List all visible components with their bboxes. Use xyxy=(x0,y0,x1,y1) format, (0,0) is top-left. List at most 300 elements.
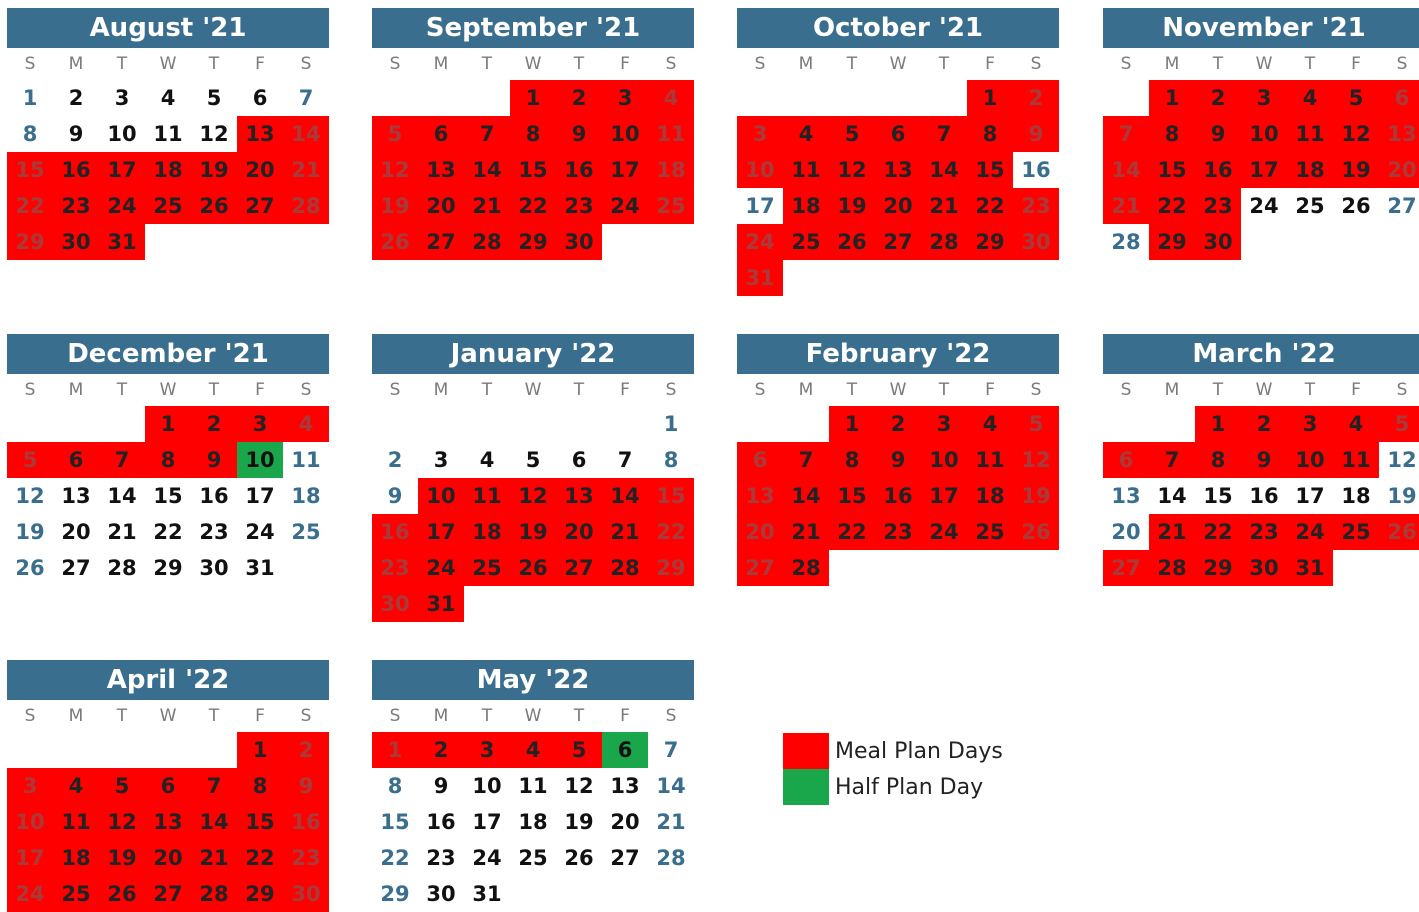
legend-item-meal xyxy=(783,733,1003,769)
month-title: May '22 xyxy=(372,660,694,700)
day-cell: 22 xyxy=(510,188,556,224)
week-row xyxy=(7,804,329,840)
day-cell: 8 xyxy=(145,442,191,478)
day-cell: 3 xyxy=(602,80,648,116)
day-cell: 11 xyxy=(967,442,1013,478)
day-cell: 1 xyxy=(372,732,418,768)
legend-label-half: Half Plan Day xyxy=(835,774,984,800)
day-cell: 21 xyxy=(283,152,329,188)
day-cell: 12 xyxy=(1013,442,1059,478)
empty-cell xyxy=(737,406,783,442)
day-cell: 10 xyxy=(1241,116,1287,152)
day-cell: 17 xyxy=(99,152,145,188)
day-cell: 5 xyxy=(829,116,875,152)
day-cell: 7 xyxy=(663,738,679,762)
day-cell: 23 xyxy=(556,188,602,224)
day-cell: 28 xyxy=(283,188,329,224)
day-cell: 4 xyxy=(783,116,829,152)
weekday-label: S xyxy=(1030,380,1042,400)
day-cell: 14 xyxy=(656,774,686,798)
weekday-label: T xyxy=(481,380,493,400)
day-cell: 5 xyxy=(1379,406,1419,442)
weekday-label: F xyxy=(1351,54,1361,74)
empty-cell xyxy=(464,406,510,442)
day-cell: 30 xyxy=(199,556,229,580)
week-row xyxy=(7,116,329,152)
day-cell: 13 xyxy=(610,774,640,798)
week-row xyxy=(1103,224,1419,260)
month-calendar xyxy=(737,334,1059,586)
day-cell: 23 xyxy=(1013,188,1059,224)
weekday-label: S xyxy=(300,380,312,400)
day-cell: 8 xyxy=(967,116,1013,152)
day-cell: 8 xyxy=(387,774,403,798)
weekday-label: T xyxy=(481,54,493,74)
weekday-label: M xyxy=(68,380,84,400)
day-cell: 28 xyxy=(107,556,137,580)
day-cell: 6 xyxy=(418,116,464,152)
month-title: November '21 xyxy=(1103,8,1419,48)
weekday-label: T xyxy=(1212,54,1224,74)
day-cell: 28 xyxy=(783,550,829,586)
day-cell: 2 xyxy=(191,406,237,442)
day-cell: 21 xyxy=(602,514,648,550)
day-cell: 29 xyxy=(380,882,410,906)
day-cell: 19 xyxy=(191,152,237,188)
day-cell: 20 xyxy=(737,514,783,550)
day-cell: 9 xyxy=(387,484,403,508)
day-cell: 9 xyxy=(433,774,449,798)
day-cell: 13 xyxy=(237,116,283,152)
day-cell: 17 xyxy=(1295,484,1325,508)
week-row xyxy=(7,550,329,586)
day-cell: 24 xyxy=(245,520,275,544)
empty-cell xyxy=(99,406,145,442)
day-cell: 27 xyxy=(875,224,921,260)
day-cell: 4 xyxy=(510,732,556,768)
legend xyxy=(783,733,1003,805)
empty-cell xyxy=(602,406,648,442)
empty-cell xyxy=(648,876,694,912)
day-cell: 8 xyxy=(510,116,556,152)
empty-cell xyxy=(418,80,464,116)
day-cell: 1 xyxy=(1195,406,1241,442)
weekday-label: F xyxy=(985,380,995,400)
day-cell: 26 xyxy=(191,188,237,224)
weekday-label: F xyxy=(620,380,630,400)
weekday-label: M xyxy=(798,380,814,400)
day-cell: 11 xyxy=(518,774,548,798)
day-cell: 7 xyxy=(783,442,829,478)
day-cell: 22 xyxy=(237,840,283,876)
day-cell: 12 xyxy=(829,152,875,188)
day-cell: 14 xyxy=(191,804,237,840)
empty-cell xyxy=(602,224,648,260)
weekday-label: W xyxy=(889,380,907,400)
weekday-label: T xyxy=(938,54,950,74)
day-cell: 25 xyxy=(1333,514,1379,550)
day-cell: 4 xyxy=(479,448,495,472)
day-cell: 27 xyxy=(1103,550,1149,586)
empty-cell xyxy=(237,224,283,260)
weekday-label: W xyxy=(159,706,177,726)
day-cell: 23 xyxy=(875,514,921,550)
day-cell: 31 xyxy=(472,882,502,906)
week-row xyxy=(372,152,694,188)
day-cell: 29 xyxy=(237,876,283,912)
day-cell: 4 xyxy=(160,86,176,110)
day-cell: 26 xyxy=(1379,514,1419,550)
weekday-label: M xyxy=(433,380,449,400)
day-cell: 10 xyxy=(418,478,464,514)
week-row xyxy=(7,840,329,876)
weekday-label: S xyxy=(1030,54,1042,74)
day-cell: 13 xyxy=(556,478,602,514)
weekday-header xyxy=(737,48,1059,80)
day-cell: 9 xyxy=(68,122,84,146)
empty-cell xyxy=(556,586,602,622)
day-cell: 31 xyxy=(245,556,275,580)
day-cell: 6 xyxy=(875,116,921,152)
day-cell: 19 xyxy=(99,840,145,876)
day-cell: 2 xyxy=(418,732,464,768)
day-cell: 22 xyxy=(380,846,410,870)
day-cell: 15 xyxy=(829,478,875,514)
empty-cell xyxy=(875,80,921,116)
weekday-header xyxy=(7,700,329,732)
day-cell: 2 xyxy=(1241,406,1287,442)
day-cell: 22 xyxy=(967,188,1013,224)
day-cell: 24 xyxy=(418,550,464,586)
empty-cell xyxy=(875,550,921,586)
day-cell: 3 xyxy=(1241,80,1287,116)
day-cell: 16 xyxy=(426,810,456,834)
day-cell: 21 xyxy=(107,520,137,544)
day-cell: 14 xyxy=(464,152,510,188)
empty-cell xyxy=(1103,406,1149,442)
day-cell: 25 xyxy=(648,188,694,224)
day-cell: 24 xyxy=(472,846,502,870)
empty-cell xyxy=(783,80,829,116)
empty-cell xyxy=(145,224,191,260)
day-cell: 13 xyxy=(737,478,783,514)
day-cell: 1 xyxy=(510,80,556,116)
weekday-label: F xyxy=(985,54,995,74)
half-swatch xyxy=(783,769,829,805)
week-row xyxy=(7,188,329,224)
week-row xyxy=(372,768,694,804)
day-cell: 25 xyxy=(967,514,1013,550)
week-row xyxy=(372,224,694,260)
week-row xyxy=(372,550,694,586)
empty-cell xyxy=(921,80,967,116)
day-cell: 29 xyxy=(967,224,1013,260)
week-row xyxy=(7,442,329,478)
empty-cell xyxy=(875,260,921,296)
day-cell: 16 xyxy=(1195,152,1241,188)
day-cell: 9 xyxy=(1195,116,1241,152)
weekday-label: S xyxy=(665,380,677,400)
day-cell: 6 xyxy=(145,768,191,804)
empty-cell xyxy=(191,732,237,768)
empty-cell xyxy=(145,732,191,768)
weekday-label: W xyxy=(524,706,542,726)
day-cell: 1 xyxy=(967,80,1013,116)
day-cell: 11 xyxy=(1287,116,1333,152)
weekday-label: T xyxy=(573,706,585,726)
day-cell: 16 xyxy=(875,478,921,514)
week-row xyxy=(737,224,1059,260)
day-cell: 9 xyxy=(556,116,602,152)
day-cell: 1 xyxy=(145,406,191,442)
day-cell: 23 xyxy=(1195,188,1241,224)
day-cell: 8 xyxy=(1149,116,1195,152)
day-cell: 10 xyxy=(107,122,137,146)
day-cell: 14 xyxy=(107,484,137,508)
week-row xyxy=(372,804,694,840)
weekday-label: T xyxy=(208,54,220,74)
empty-cell xyxy=(510,406,556,442)
meal-swatch xyxy=(783,733,829,769)
empty-cell xyxy=(418,406,464,442)
day-cell: 25 xyxy=(464,550,510,586)
day-cell: 27 xyxy=(61,556,91,580)
weekday-label: W xyxy=(159,54,177,74)
day-cell: 29 xyxy=(1195,550,1241,586)
empty-cell xyxy=(783,406,829,442)
empty-cell xyxy=(372,406,418,442)
day-cell: 15 xyxy=(237,804,283,840)
weekday-label: S xyxy=(1396,54,1408,74)
day-cell: 6 xyxy=(737,442,783,478)
day-cell: 15 xyxy=(153,484,183,508)
day-cell: 7 xyxy=(464,116,510,152)
day-cell: 21 xyxy=(656,810,686,834)
empty-cell xyxy=(372,80,418,116)
day-cell: 20 xyxy=(610,810,640,834)
weekday-header xyxy=(372,48,694,80)
day-cell: 3 xyxy=(1287,406,1333,442)
empty-cell xyxy=(283,224,329,260)
week-row xyxy=(7,224,329,260)
day-cell: 24 xyxy=(1249,194,1279,218)
week-row xyxy=(1103,550,1419,586)
month-title: January '22 xyxy=(372,334,694,374)
week-row xyxy=(737,550,1059,586)
day-cell: 22 xyxy=(1195,514,1241,550)
day-cell: 11 xyxy=(648,116,694,152)
day-cell: 15 xyxy=(967,152,1013,188)
weekday-label: W xyxy=(1255,54,1273,74)
empty-cell xyxy=(556,406,602,442)
day-cell: 16 xyxy=(556,152,602,188)
legend-label-meal: Meal Plan Days xyxy=(835,738,1003,764)
weekday-label: S xyxy=(1120,54,1132,74)
day-cell: 27 xyxy=(237,188,283,224)
weekday-label: T xyxy=(481,706,493,726)
day-cell: 20 xyxy=(875,188,921,224)
day-cell: 6 xyxy=(252,86,268,110)
day-cell: 30 xyxy=(372,586,418,622)
day-cell: 2 xyxy=(1013,80,1059,116)
day-cell: 4 xyxy=(648,80,694,116)
empty-cell xyxy=(53,732,99,768)
weekday-label: S xyxy=(24,706,36,726)
day-cell: 9 xyxy=(1241,442,1287,478)
week-row xyxy=(737,116,1059,152)
empty-cell xyxy=(829,80,875,116)
day-cell: 21 xyxy=(464,188,510,224)
weekday-header xyxy=(7,48,329,80)
day-cell: 23 xyxy=(426,846,456,870)
weekday-label: F xyxy=(1351,380,1361,400)
day-cell: 7 xyxy=(1103,116,1149,152)
day-cell: 16 xyxy=(199,484,229,508)
day-cell: 10 xyxy=(237,442,283,478)
day-cell: 28 xyxy=(191,876,237,912)
day-cell: 28 xyxy=(1111,230,1141,254)
weekday-label: S xyxy=(1120,380,1132,400)
empty-cell xyxy=(1103,80,1149,116)
day-cell: 15 xyxy=(1149,152,1195,188)
weekday-label: F xyxy=(255,54,265,74)
day-cell: 6 xyxy=(53,442,99,478)
day-cell: 17 xyxy=(745,194,775,218)
day-cell: 14 xyxy=(783,478,829,514)
day-cell: 21 xyxy=(1103,188,1149,224)
weekday-label: S xyxy=(24,380,36,400)
weekday-header xyxy=(1103,48,1419,80)
weekday-label: M xyxy=(1164,54,1180,74)
day-cell: 16 xyxy=(372,514,418,550)
day-cell: 19 xyxy=(829,188,875,224)
empty-cell xyxy=(1379,224,1419,260)
day-cell: 28 xyxy=(656,846,686,870)
month-title: April '22 xyxy=(7,660,329,700)
day-cell: 8 xyxy=(829,442,875,478)
week-row xyxy=(1103,80,1419,116)
week-row xyxy=(372,80,694,116)
weekday-label: F xyxy=(255,380,265,400)
day-cell: 18 xyxy=(1341,484,1371,508)
day-cell: 18 xyxy=(518,810,548,834)
day-cell: 14 xyxy=(1157,484,1187,508)
weekday-label: T xyxy=(846,54,858,74)
week-row xyxy=(1103,152,1419,188)
weekday-label: W xyxy=(159,380,177,400)
day-cell: 14 xyxy=(921,152,967,188)
empty-cell xyxy=(829,260,875,296)
day-cell: 4 xyxy=(967,406,1013,442)
day-cell: 25 xyxy=(53,876,99,912)
weekday-header xyxy=(7,374,329,406)
day-cell: 23 xyxy=(53,188,99,224)
day-cell: 19 xyxy=(1387,484,1417,508)
week-row xyxy=(1103,442,1419,478)
day-cell: 29 xyxy=(648,550,694,586)
weekday-header xyxy=(372,700,694,732)
empty-cell xyxy=(464,586,510,622)
day-cell: 26 xyxy=(564,846,594,870)
day-cell: 2 xyxy=(1195,80,1241,116)
empty-cell xyxy=(1149,406,1195,442)
day-cell: 9 xyxy=(875,442,921,478)
day-cell: 13 xyxy=(875,152,921,188)
day-cell: 20 xyxy=(61,520,91,544)
weekday-label: M xyxy=(798,54,814,74)
day-cell: 31 xyxy=(99,224,145,260)
weekday-label: T xyxy=(573,54,585,74)
day-cell: 22 xyxy=(153,520,183,544)
day-cell: 29 xyxy=(1149,224,1195,260)
weekday-label: T xyxy=(1304,380,1316,400)
month-calendar xyxy=(372,660,694,912)
legend-item-half xyxy=(783,769,1003,805)
day-cell: 25 xyxy=(518,846,548,870)
empty-cell xyxy=(1013,550,1059,586)
day-cell: 30 xyxy=(283,876,329,912)
week-row xyxy=(372,478,694,514)
month-calendar xyxy=(372,334,694,622)
weekday-label: T xyxy=(1304,54,1316,74)
month-title: September '21 xyxy=(372,8,694,48)
day-cell: 12 xyxy=(199,122,229,146)
day-cell: 11 xyxy=(53,804,99,840)
weekday-label: T xyxy=(208,380,220,400)
day-cell: 17 xyxy=(921,478,967,514)
empty-cell xyxy=(1241,224,1287,260)
day-cell: 19 xyxy=(372,188,418,224)
week-row xyxy=(7,478,329,514)
day-cell: 12 xyxy=(372,152,418,188)
day-cell: 7 xyxy=(921,116,967,152)
weekday-label: W xyxy=(1255,380,1273,400)
day-cell: 10 xyxy=(472,774,502,798)
day-cell: 12 xyxy=(99,804,145,840)
day-cell: 3 xyxy=(114,86,130,110)
week-row xyxy=(1103,514,1419,550)
day-cell: 5 xyxy=(7,442,53,478)
weekday-label: F xyxy=(620,706,630,726)
empty-cell xyxy=(921,260,967,296)
empty-cell xyxy=(1333,224,1379,260)
day-cell: 17 xyxy=(602,152,648,188)
day-cell: 15 xyxy=(7,152,53,188)
day-cell: 15 xyxy=(380,810,410,834)
week-row xyxy=(737,478,1059,514)
week-row xyxy=(7,732,329,768)
day-cell: 14 xyxy=(283,116,329,152)
day-cell: 6 xyxy=(1379,80,1419,116)
weekday-label: M xyxy=(68,706,84,726)
day-cell: 3 xyxy=(737,116,783,152)
week-row xyxy=(7,768,329,804)
day-cell: 23 xyxy=(1241,514,1287,550)
week-row xyxy=(7,80,329,116)
day-cell: 17 xyxy=(245,484,275,508)
day-cell: 3 xyxy=(433,448,449,472)
empty-cell xyxy=(921,550,967,586)
empty-cell xyxy=(1287,224,1333,260)
week-row xyxy=(737,406,1059,442)
day-cell: 25 xyxy=(783,224,829,260)
day-cell: 5 xyxy=(206,86,222,110)
day-cell: 13 xyxy=(418,152,464,188)
day-cell: 4 xyxy=(1287,80,1333,116)
week-row xyxy=(372,586,694,622)
weekday-label: M xyxy=(1164,380,1180,400)
day-cell: 18 xyxy=(291,484,321,508)
